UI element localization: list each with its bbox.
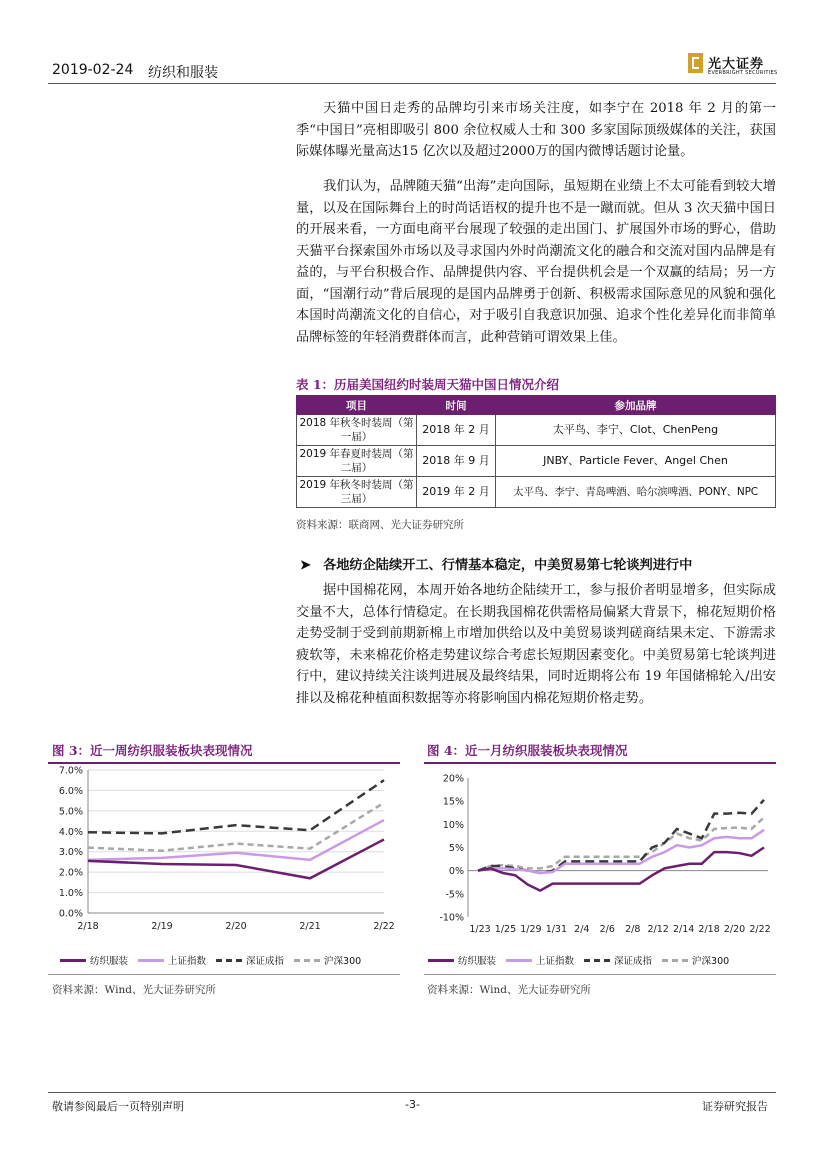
y-tick-label: 10% [442, 819, 464, 831]
legend-swatch [428, 959, 454, 962]
legend-item [428, 953, 496, 967]
logo-icon [688, 53, 703, 73]
x-tick-label: 2/14 [672, 924, 695, 935]
figure-4-title: 图 4：近一月纺织服装板块表现情况 [427, 743, 628, 758]
legend-item [584, 953, 652, 967]
x-tick-label: 2/12 [647, 924, 669, 935]
y-tick-label: 1.0% [58, 888, 83, 900]
y-tick-label: 6.0% [58, 785, 83, 797]
x-tick-label: 2/22 [749, 924, 771, 935]
figure-3-legend [60, 953, 371, 967]
figure-3-title: 图 3：近一周纺织服装板块表现情况 [52, 743, 253, 758]
table-header-row [297, 396, 776, 415]
legend-item [662, 953, 729, 967]
legend-item [294, 953, 361, 967]
logo-text: 光大证券 [708, 57, 765, 72]
section-heading-text: 各地纺企陆续开工、行情基本稳定，中美贸易第七轮谈判进行中 [323, 558, 693, 573]
table-1 [296, 395, 776, 508]
figure-4-source: 资料来源：Wind、光大证券研究所 [427, 984, 591, 996]
table-cell-time: 2019 年 2 月 [417, 477, 496, 508]
x-tick-label: 2/18 [77, 921, 99, 932]
legend-item [60, 953, 128, 967]
figure-4-legend [428, 953, 739, 967]
y-tick-label: -5% [445, 889, 464, 901]
table-header-cell: 项目 [297, 396, 417, 415]
chart-4-series [478, 800, 764, 891]
legend-label: 上证指数 [168, 956, 207, 967]
figure-3-source: 资料来源：Wind、光大证券研究所 [52, 984, 216, 996]
paragraph-2 [296, 176, 776, 348]
section-heading [300, 554, 692, 573]
legend-label: 纺织服装 [90, 956, 129, 967]
legend-swatch [60, 959, 86, 962]
legend-label: 沪深300 [692, 956, 730, 967]
legend-item [216, 953, 284, 967]
table-cell-brands: 太平鸟、李宁、Clot、ChenPeng [496, 415, 776, 446]
paragraph-3-text: 据中国棉花网，本周开始各地纺企陆续开工，参与报价者明显增多，但实际成交量不大，总体行情稳定。在长期我国棉花供需格局偏紧大背景下，棉花短期价格走势受制于受到前期新棉上市增加供给以及中美贸易谈判磋商结果未定、下游需求疲软等，未来棉花价格走势建议综合考虑长短期因素变化。中美贸易第七轮谈判进行中，建议持续关注谈判进展及最终结果，同时近期将公布 19 年国储棉轮入/出安排以及棉花种植面积数据等亦将影响国内棉花短期价格走势。 [296, 583, 776, 706]
legend-swatch [584, 959, 610, 962]
table-cell-time: 2018 年 2 月 [417, 415, 496, 446]
y-tick-label: 4.0% [58, 826, 83, 838]
figure-3-bottom-rule [48, 974, 400, 975]
legend-swatch [506, 959, 532, 962]
table-header-cell: 时间 [417, 396, 496, 415]
chart-3-grid [88, 770, 384, 913]
table-cell-brands: JNBY、Particle Fever、Angel Chen [496, 446, 776, 477]
table-cell-time: 2018 年 9 月 [417, 446, 496, 477]
x-tick-label: 2/6 [599, 924, 615, 935]
table-cell-event: 2019 年春夏时装周（第二届） [297, 446, 417, 477]
x-tick-label: 1/29 [520, 924, 542, 935]
legend-label: 沪深300 [324, 956, 362, 967]
table-1-source: 资料来源：联商网、光大证券研究所 [296, 519, 464, 531]
legend-item [138, 953, 206, 967]
x-tick-label: 2/4 [574, 924, 590, 935]
y-tick-label: 5% [448, 843, 464, 854]
y-tick-label: 15% [442, 796, 464, 808]
figure-4-bottom-rule [424, 974, 776, 975]
table-cell-brands: 太平鸟、李宁、青岛啤酒、哈尔滨啤酒、PONY、NPC [496, 477, 776, 508]
y-tick-label: 5.0% [58, 806, 83, 818]
legend-swatch [138, 959, 164, 962]
table-row [297, 446, 776, 477]
table-row [297, 415, 776, 446]
x-tick-label: 2/8 [625, 924, 641, 935]
legend-swatch [294, 959, 320, 962]
legend-swatch [216, 959, 242, 962]
figure-4-chart [424, 764, 776, 942]
chart-4-axis [439, 774, 770, 936]
footer-page-number: -3- [405, 1098, 420, 1111]
table-cell-event: 2019 年秋冬时装周（第三届） [297, 477, 417, 508]
y-tick-label: 3.0% [58, 847, 83, 859]
x-tick-label: 1/25 [494, 924, 517, 935]
x-tick-label: 2/20 [723, 924, 746, 935]
header-date: 2019-02-24 [52, 62, 134, 78]
paragraph-2-text: 我们认为，品牌随天猫“出海”走向国际，虽短期在业绩上不太可能看到较大增量，以及在国际舞台上的时尚话语权的提升也不是一蹴而就。但从 3 次天猫中国日的开展来看，一方面电商平台展现了较强的走出国门、扩展国外市场的野心，借助天猫平台探索国外市场以及寻求国内外时尚潮流文化的融合和交流对国内品牌是有益的，与平台积极合作、品牌提供内容、平台提供机会是一个双赢的结局；另一方面，“国潮行动”背后展现的是国内品牌勇于创新、积极需求国际意见的风貌和强化本国时尚潮流文化的自信心，对于吸引自我意识加强、追求个性化差异化而非简单品牌标签的年轻消费群体而言，此种营销可谓效果上佳。 [296, 179, 776, 345]
series-line [88, 780, 384, 833]
arrow-bullet-icon: ➤ [300, 558, 312, 573]
y-tick-label: 0.0% [58, 908, 83, 920]
header-sector: 纺织和服装 [148, 65, 218, 81]
paragraph-1 [296, 98, 776, 163]
table-cell-event: 2018 年秋冬时装周（第一届） [297, 415, 417, 446]
y-tick-label: 0% [448, 866, 464, 878]
y-tick-label: -10% [439, 912, 464, 924]
x-tick-label: 2/21 [299, 921, 321, 932]
paragraph-1-text: 天猫中国日走秀的品牌均引来市场关注度，如李宁在 2018 年 2 月的第一季“中国日”亮相即吸引 800 余位权威人士和 300 多家国际顶级媒体的关注，获国际媒体曝光量高达15 亿次以及超过2000万的国内微博话题讨论量。 [296, 101, 776, 159]
x-tick-label: 2/19 [151, 921, 173, 932]
legend-label: 上证指数 [536, 956, 575, 967]
x-tick-label: 1/23 [469, 924, 491, 935]
legend-label: 深证成指 [246, 956, 285, 967]
table-1-title: 表 1：历届美国纽约时装周天猫中国日情况介绍 [296, 377, 560, 392]
x-tick-label: 1/31 [545, 924, 568, 935]
table-row [297, 477, 776, 508]
y-tick-label: 20% [442, 773, 464, 785]
table-header-cell: 参加品牌 [496, 396, 776, 415]
footer-disclaimer: 敬请参阅最后一页特别声明 [52, 1100, 184, 1113]
paragraph-3 [296, 580, 776, 709]
legend-label: 纺织服装 [458, 956, 497, 967]
header-divider [48, 83, 776, 84]
legend-item [506, 953, 574, 967]
x-tick-label: 2/22 [373, 921, 395, 932]
figure-3-chart [48, 764, 400, 936]
y-tick-label: 2.0% [58, 867, 83, 879]
x-tick-label: 2/18 [698, 924, 720, 935]
footer-divider [48, 1092, 776, 1093]
footer-report-type: 证券研究报告 [702, 1100, 768, 1113]
legend-swatch [662, 959, 688, 962]
y-tick-label: 7.0% [58, 765, 83, 777]
x-tick-label: 2/20 [225, 921, 247, 932]
logo-subtext: EVERBRIGHT SECURITIES [708, 70, 778, 76]
chart-3-series [88, 780, 384, 878]
legend-label: 深证成指 [614, 956, 653, 967]
